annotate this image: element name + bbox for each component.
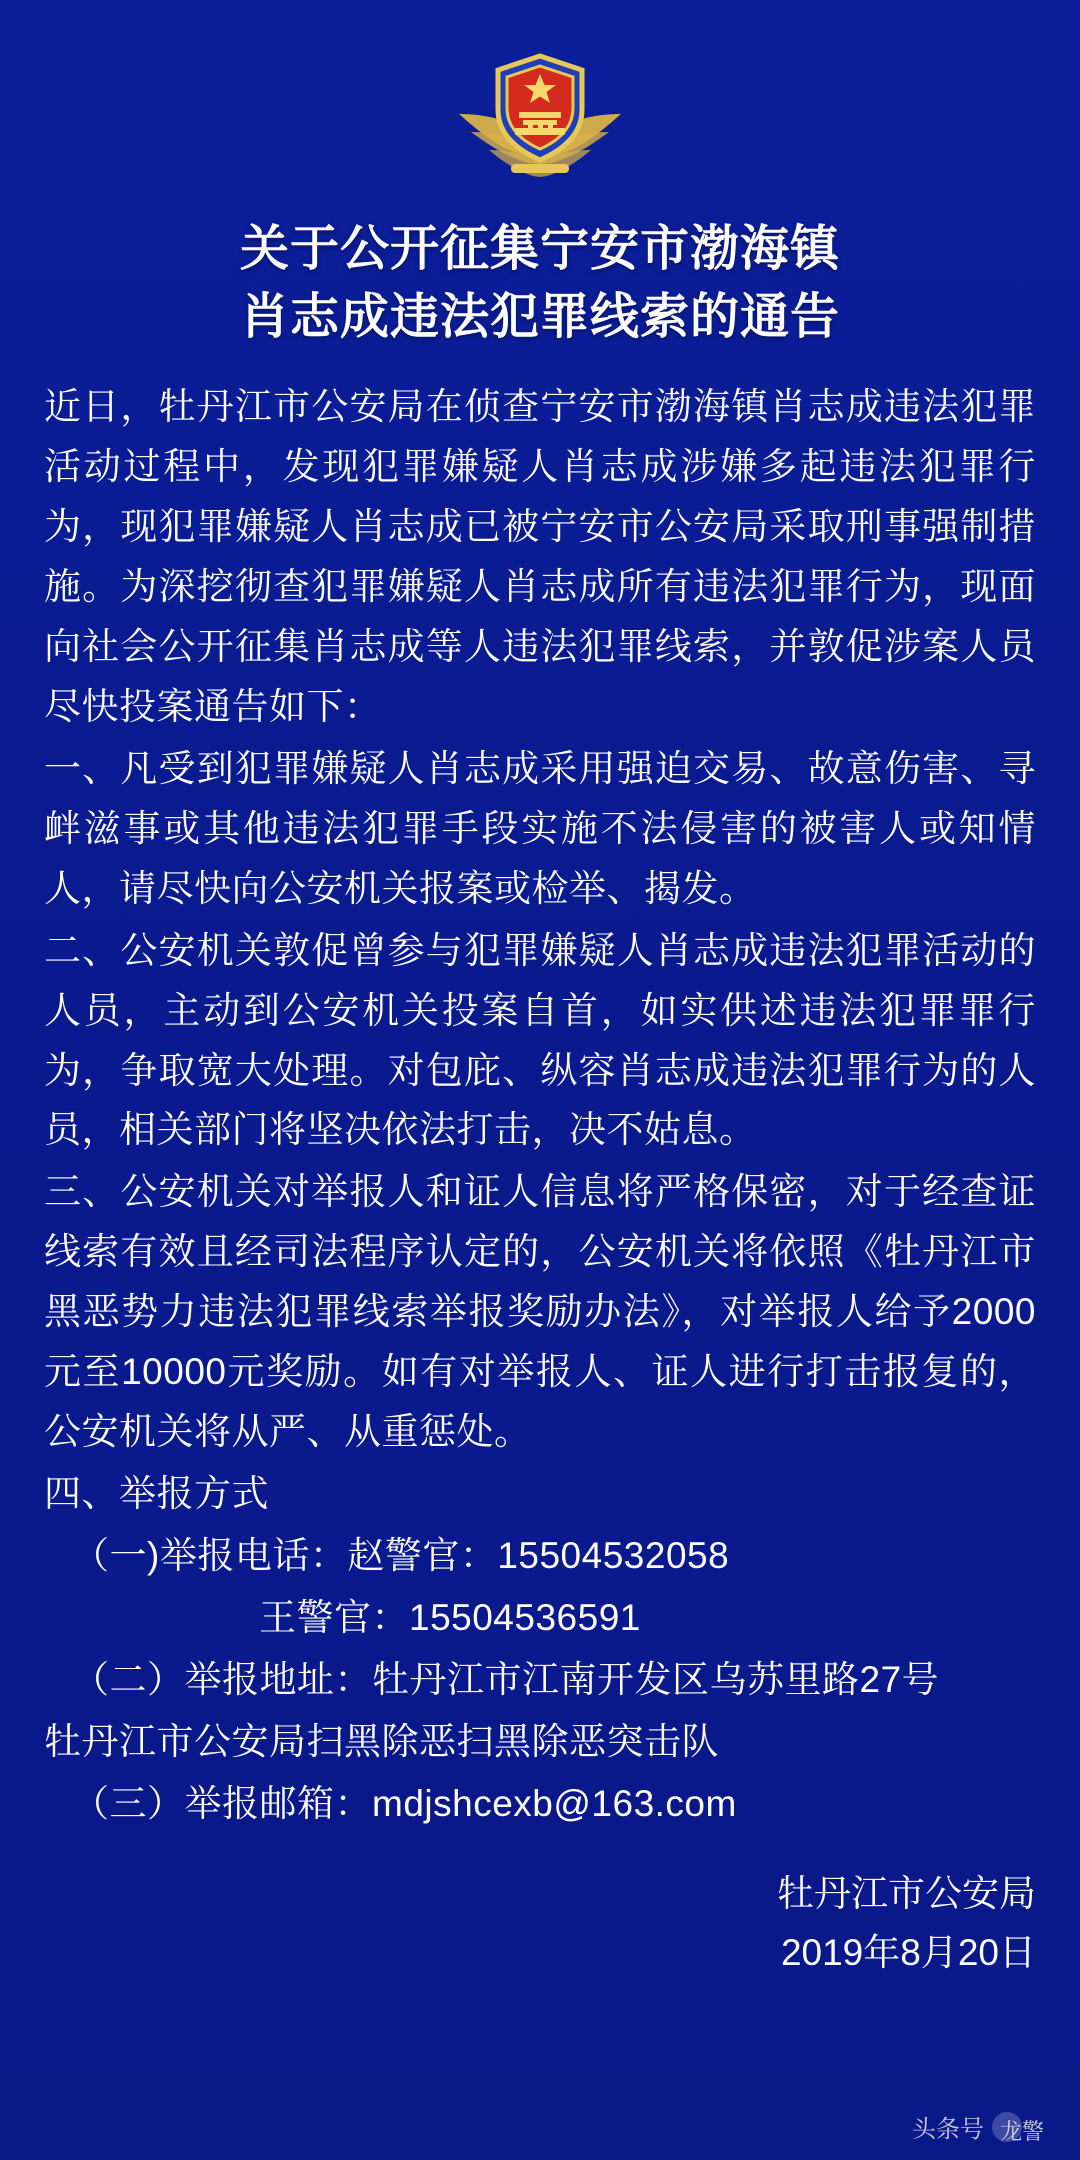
report-phone-line-2 [44,1588,1036,1648]
page-title [44,216,1036,351]
paragraph-item-3: 三、公安机关对举报人和证人信息将严格保密，对于经查证线索有效且经司法程序认定的，公安机关将依照《牡丹江市黑恶势力违法犯罪线索举报奖励办法》，对举报人给予2000元至10000元奖励。如有对举报人、证人进行打击报复的，公安机关将从严、从重惩处。 [44,1171,1036,1453]
signature-block [44,1864,1036,1982]
report-address-line-1: （二）举报地址：牡丹江市江南开发区乌苏里路27号 [72,1658,940,1700]
paragraph-item-1: 一、凡受到犯罪嫌疑人肖志成采用强迫交易、故意伤害、寻衅滋事或其他违法犯罪手段实施不法侵害的被害人或知情人，请尽快向公安机关报案或检举、揭发。 [44,747,1036,909]
report-phone-line-1 [44,1526,1036,1586]
report-phone-label: （一)举报电话：赵警官： [72,1535,498,1577]
paragraph-item-2: 二、公安机关敦促曾参与犯罪嫌疑人肖志成违法犯罪活动的人员，主动到公安机关投案自首，如实供述违法犯罪罪行为，争取宽大处理。对包庇、纵容肖志成违法犯罪行为的人员，相关部门将坚决依法打击，决不姑息。 [44,929,1036,1151]
title-line-1: 关于公开征集宁安市渤海镇 [239,222,840,276]
paragraph-item-4: 四、举报方式 [44,1473,269,1515]
emblem-container [44,0,1036,194]
watermark [912,2109,1044,2144]
title-line-2: 肖志成违法犯罪线索的通告 [239,289,840,344]
report-phone-2: 15504536591 [409,1596,641,1638]
watermark-account: 龙警 [1000,2118,1045,2144]
china-police-badge-icon [445,44,635,194]
report-email-line: （三）举报邮箱：mdjshcexb@163.com [72,1782,737,1824]
notice-body [44,377,1036,1834]
issuer: 牡丹江市公安局 [777,1872,1036,1914]
report-phone-1: 15504532058 [497,1535,730,1577]
issue-date: 2019年8月20日 [780,1931,1036,1973]
report-phone-2-label: 王警官： [259,1596,409,1638]
paragraph-intro: 近日，牡丹江市公安局在侦查宁安市渤海镇肖志成违法犯罪活动过程中，发现犯罪嫌疑人肖志成涉嫌多起违法犯罪行为，现犯罪嫌疑人肖志成已被宁安市公安局采取刑事强制措施。为深挖彻查犯罪嫌疑人肖志成所有违法犯罪行为，现面向社会公开征集肖志成等人违法犯罪线索，并敦促涉案人员尽快投案通告如下： [44,386,1036,727]
watermark-brand: 头条号 [912,2116,984,2143]
report-address-line-2: 牡丹江市公安局扫黑除恶扫黑除恶突击队 [44,1720,719,1762]
watermark-avatar [992,2112,1044,2142]
